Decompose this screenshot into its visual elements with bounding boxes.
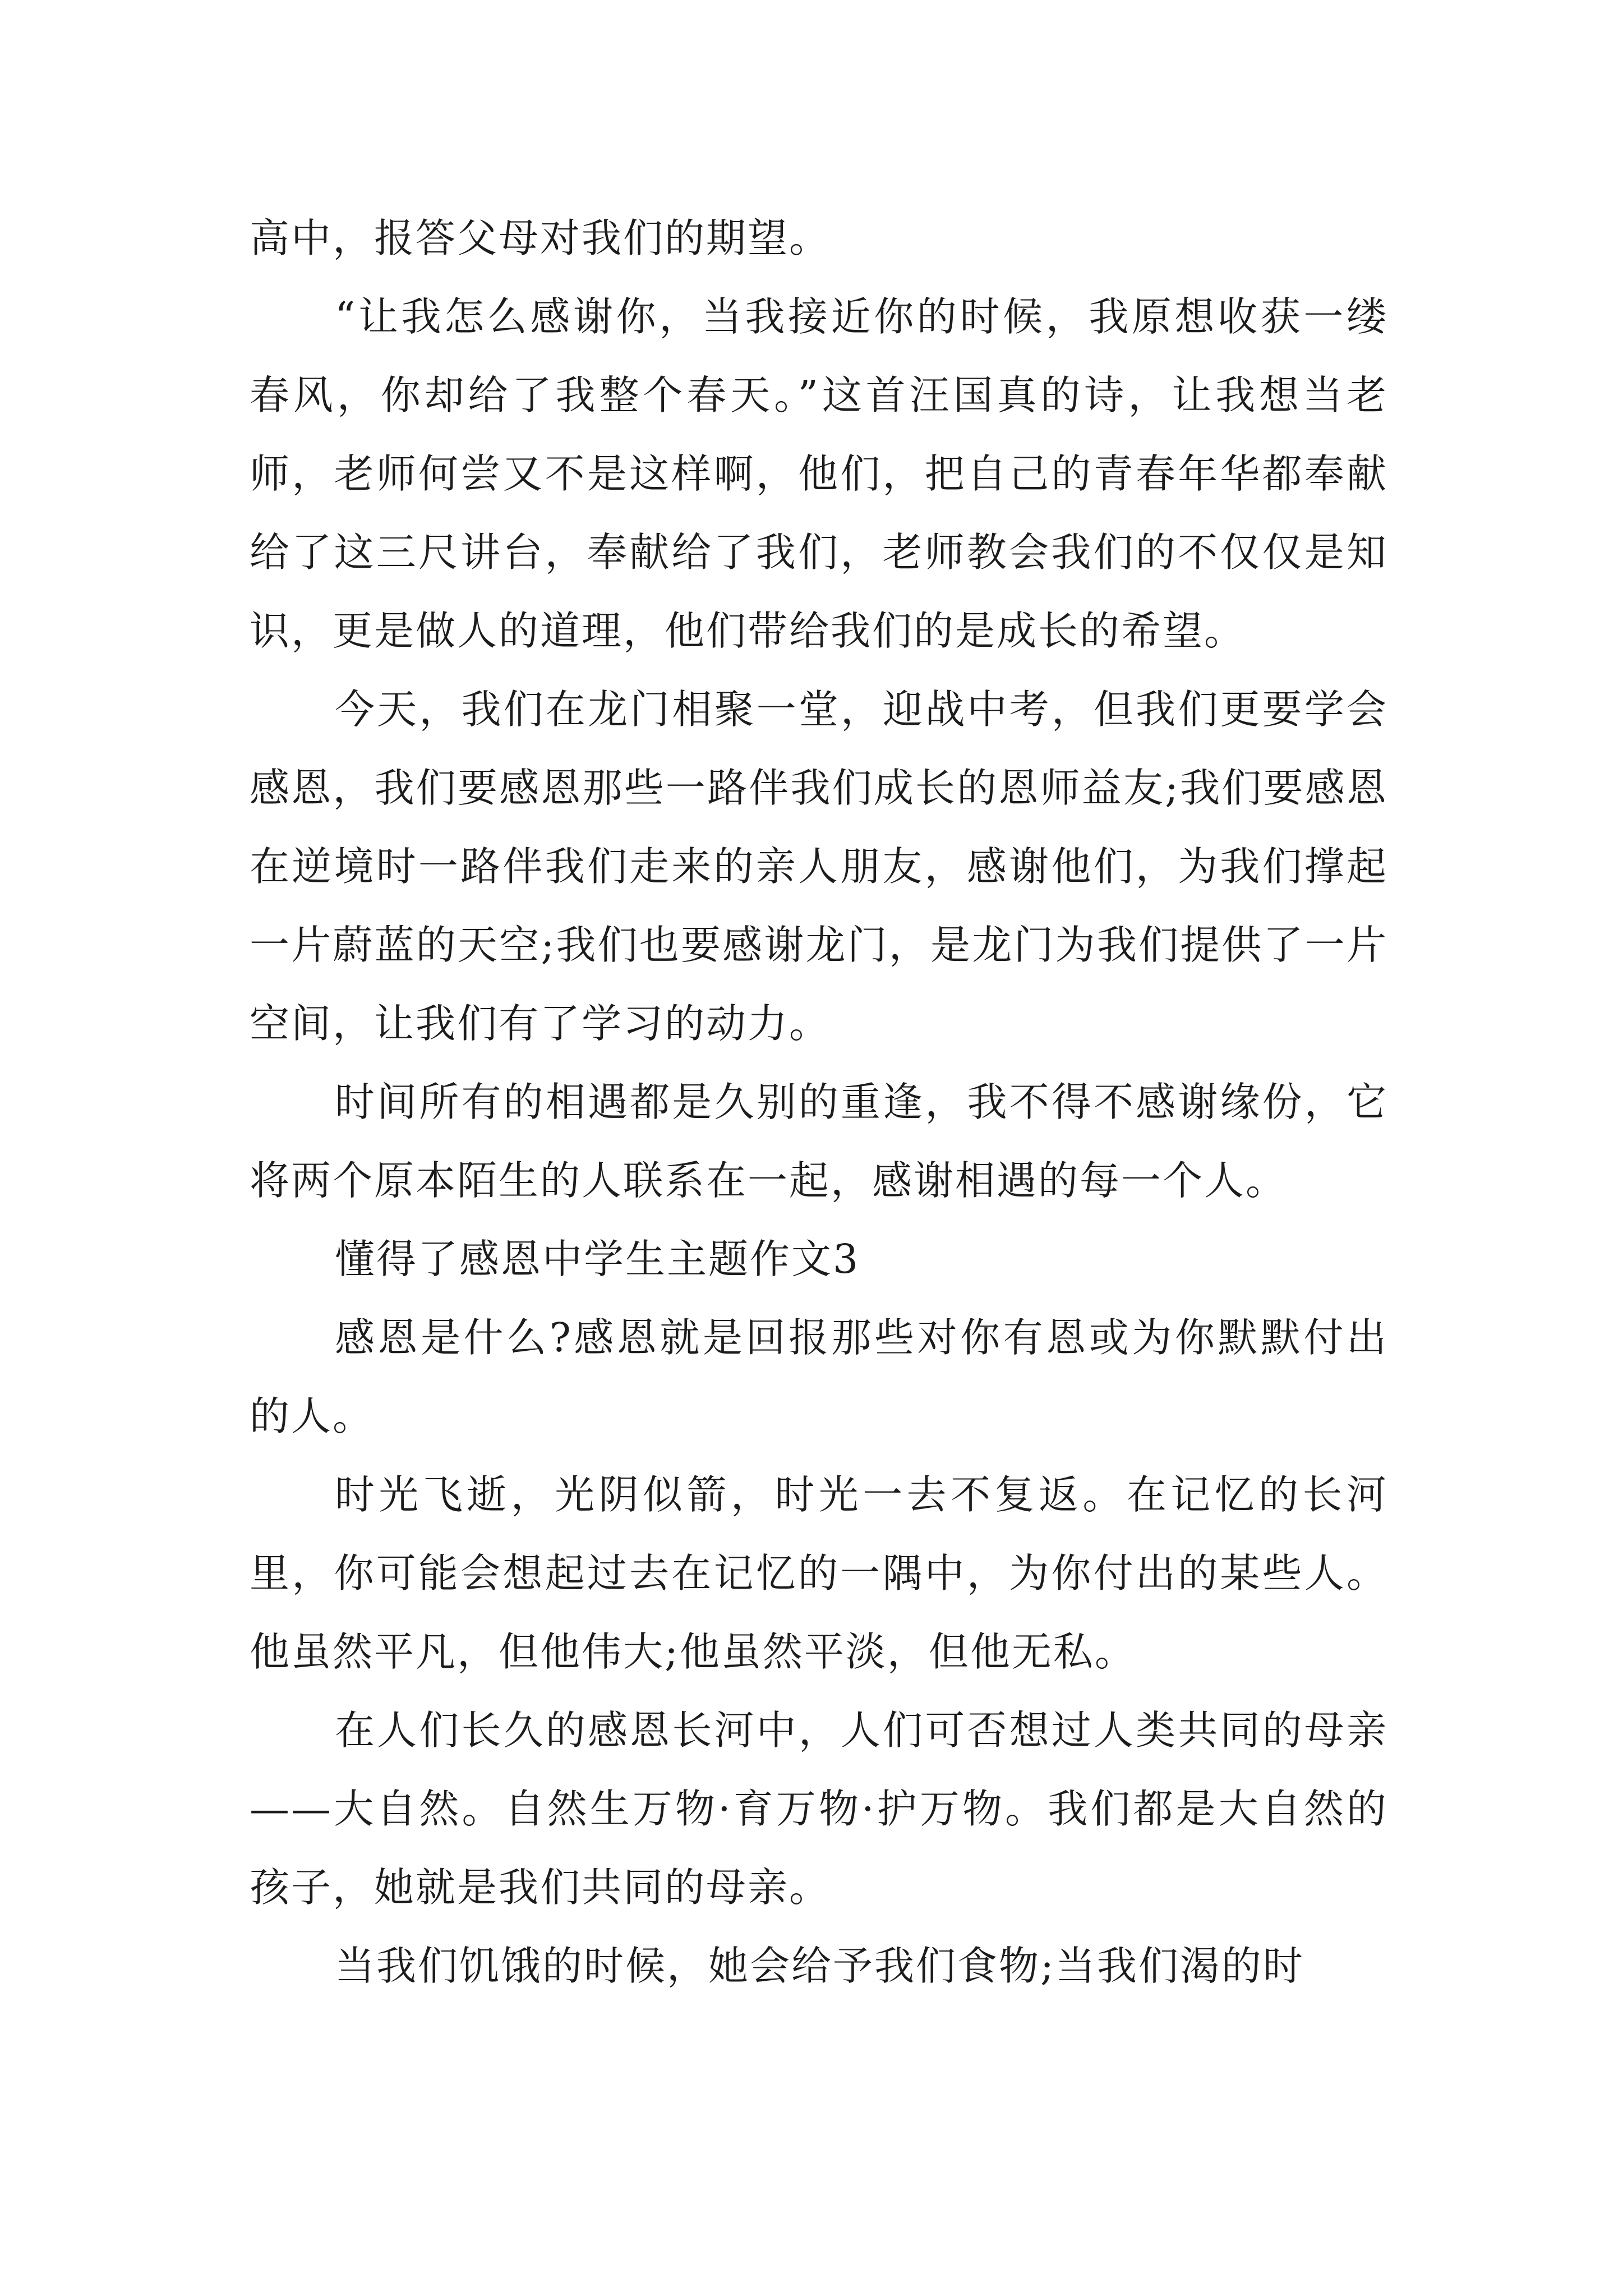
essay-heading: 懂得了感恩中学生主题作文3 — [335, 1236, 860, 1282]
paragraph-continuation: 高中，报答父母对我们的期望。 — [250, 215, 831, 261]
paragraph-teacher-poem: “让我怎么感谢你，当我接近你的时候，我原想收获一缕春风，你却给了我整个春天。”这首汪国真的诗，让我想当老师，老师何尝又不是这样啊，他们，把自己的青春年华都奉献给了这三尺讲台，奉献给了我们，老师教会我们的不仅仅是知识，更是做人的道理，他们带给我们的是成长的希望。 — [250, 293, 1388, 654]
paragraph-hunger: 当我们饥饿的时候，她会给予我们食物;当我们渴的时 — [335, 1943, 1304, 1989]
paragraph-longmen-gratitude: 今天，我们在龙门相聚一堂，迎战中考，但我们更要学会感恩，我们要感恩那些一路伴我们成长的恩师益友;我们要感恩在逆境时一路伴我们走来的亲人朋友，感谢他们，为我们撑起一片蔚蓝的天空;我们也要感谢龙门，是龙门为我们提供了一片空间，让我们有了学习的动力。 — [250, 686, 1388, 1047]
document-body — [250, 199, 1388, 2005]
paragraph-time-flies: 时光飞逝，光阴似箭，时光一去不复返。在记忆的长河里，你可能会想起过去在记忆的一隅中，为你付出的某些人。他虽然平凡，但他伟大;他虽然平淡，但他无私。 — [250, 1471, 1388, 1675]
paragraph-what-is-gratitude: 感恩是什么?感恩就是回报那些对你有恩或为你默默付出的人。 — [250, 1314, 1388, 1439]
paragraph-encounters: 时间所有的相遇都是久别的重逢，我不得不感谢缘份，它将两个原本陌生的人联系在一起，感谢相遇的每一个人。 — [250, 1079, 1388, 1204]
paragraph-mother-nature: 在人们长久的感恩长河中，人们可否想过人类共同的母亲——大自然。自然生万物·育万物·护万物。我们都是大自然的孩子，她就是我们共同的母亲。 — [250, 1707, 1388, 1911]
